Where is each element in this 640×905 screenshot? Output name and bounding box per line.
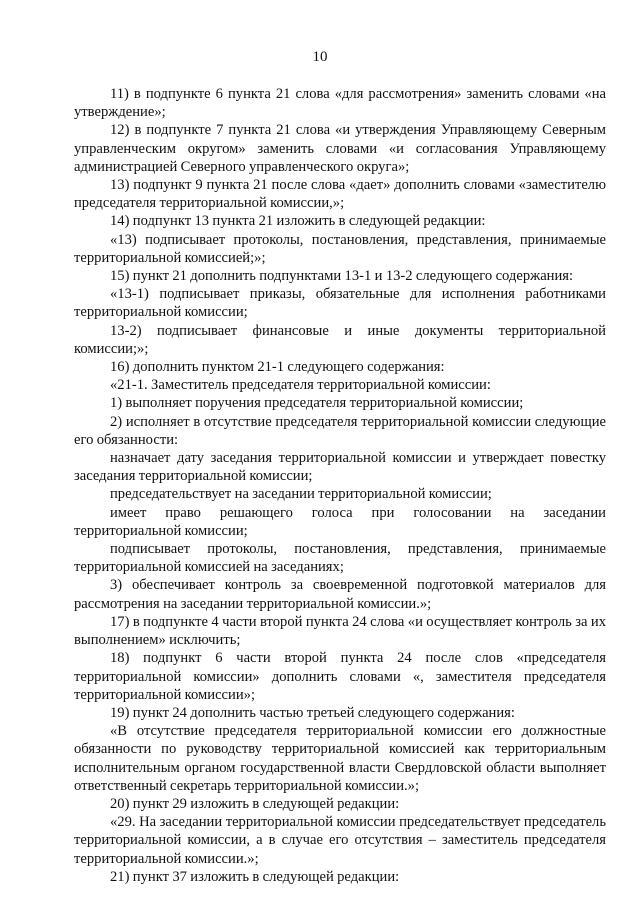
- paragraph: «В отсутствие председателя территориальной комиссии его должностные обязанности по руководству территориальной комиссией как территориальным исполнительным органом государственной власти Свердловской области выполняет ответственный секретарь территориальной комиссии.»;: [74, 723, 606, 794]
- paragraph: «29. На заседании территориальной комиссии председательствует председатель территориальной комиссии, а в случае его отсутствия – заместитель председателя территориальной комиссии.»;: [74, 814, 606, 867]
- document-body: [74, 85, 606, 886]
- paragraph: 1) выполняет поручения председателя территориальной комиссии;: [110, 395, 524, 412]
- paragraph: председательствует на заседании территориальной комиссии;: [110, 486, 492, 503]
- paragraph: 2) исполняет в отсутствие председателя территориальной комиссии следующие его обязанности:: [74, 413, 606, 448]
- paragraph: 15) пункт 21 дополнить подпунктами 13-1 и 13-2 следующего содержания:: [110, 268, 574, 285]
- paragraph: 16) дополнить пунктом 21-1 следующего содержания:: [110, 359, 445, 376]
- paragraph: 20) пункт 29 изложить в следующей редакции:: [110, 795, 400, 812]
- paragraph: «21-1. Заместитель председателя территориальной комиссии:: [110, 377, 491, 394]
- paragraph: имеет право решающего голоса при голосовании на заседании территориальной комиссии;: [74, 504, 606, 539]
- paragraph: подписывает протоколы, постановления, представления, принимаемые территориальной комиссией на заседаниях;: [74, 541, 606, 576]
- page-number: 10: [312, 49, 328, 65]
- paragraph: назначает дату заседания территориальной комиссии и утверждает повестку заседания территориальной комиссии;: [74, 450, 606, 485]
- paragraph: «13) подписывает протоколы, постановления, представления, принимаемые территориальной комиссией;»;: [74, 231, 606, 266]
- paragraph: 13-2) подписывает финансовые и иные документы территориальной комиссии;»;: [74, 322, 606, 357]
- paragraph: 11) в подпункте 6 пункта 21 слова «для рассмотрения» заменить словами «на утверждение»;: [74, 86, 606, 121]
- paragraph: 14) подпункт 13 пункта 21 изложить в следующей редакции:: [110, 213, 486, 230]
- paragraph: «13-1) подписывает приказы, обязательные для исполнения работниками территориальной комиссии;: [74, 286, 606, 321]
- paragraph: 19) пункт 24 дополнить частью третьей следующего содержания:: [110, 704, 515, 721]
- paragraph: 17) в подпункте 4 части второй пункта 24 слова «и осуществляет контроль за их выполнением» исключить;: [74, 613, 606, 649]
- paragraph: 3) обеспечивает контроль за своевременной подготовкой материалов для рассмотрения на заседании территориальной комиссии.»;: [74, 577, 606, 612]
- paragraph: 13) подпункт 9 пункта 21 после слова «дает» дополнить словами «заместителю председателя территориальной комиссии,»;: [74, 177, 606, 212]
- paragraph: 18) подпункт 6 части второй пункта 24 после слов «председателя территориальной комиссии» дополнить словами «, заместителя председателя территориальной комиссии»;: [74, 650, 606, 703]
- paragraph: 12) в подпункте 7 пункта 21 слова «и утверждения Управляющему Северным управленческим округом» заменить словами «и согласования Управляющему администрацией Северного управленческого округа»;: [74, 122, 606, 175]
- paragraph: 21) пункт 37 изложить в следующей редакции:: [110, 868, 400, 885]
